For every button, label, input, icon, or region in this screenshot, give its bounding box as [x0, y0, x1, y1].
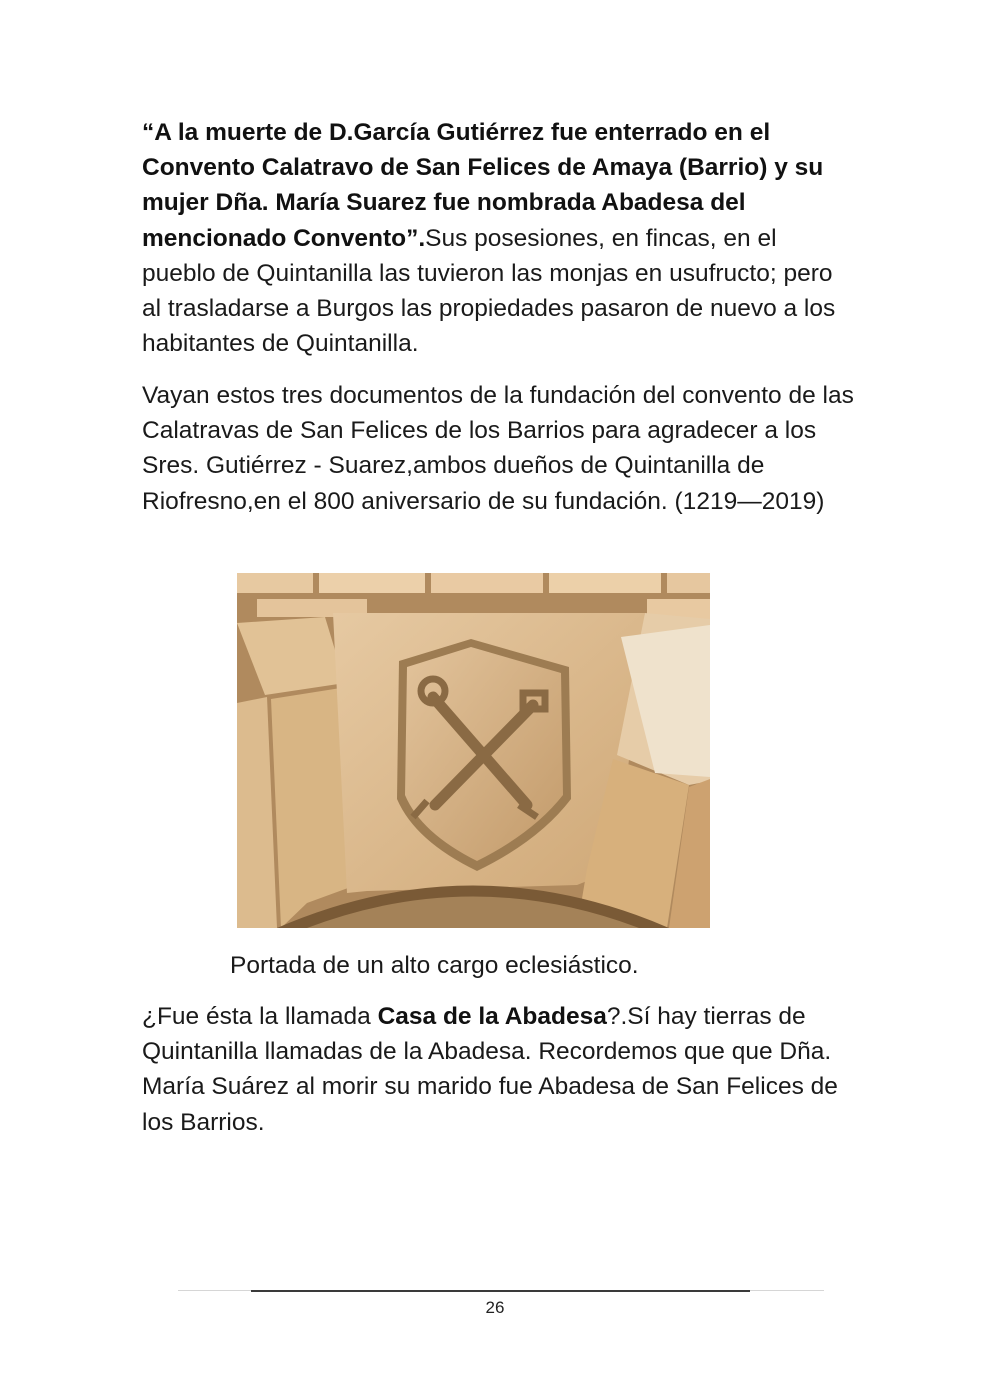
- footer-divider: [251, 1290, 750, 1292]
- paragraph-dedication: [142, 378, 854, 519]
- paragraph-abadesa-quote: [142, 115, 854, 361]
- paragraph-text: Vayan estos tres documentos de la fundación del convento de las Calatravas de San Felices de los Barrios para agradecer a los Sres. Gutiérrez - Suarez,ambos dueños de Quintanilla de Riofresno,en el 800 aniversario de su fundación. (1219—2019): [142, 382, 854, 515]
- bold-quote: “A la muerte de D.García Gutiérrez fue enterrado en el Convento Calatravo de San Felices de Amaya (Barrio) y su mujer Dña. María Suarez fue nombrada Abadesa del mencionado Convento”.: [142, 119, 824, 252]
- paragraph-text: Sus posesiones, en fincas, en el pueblo de Quintanilla las tuvieron las monjas en usufructo; pero al trasladarse a Burgos las propiedades pasaron de nuevo a los habitantes de Quintanilla.: [142, 224, 836, 358]
- paragraph-casa-abadesa: [142, 999, 854, 1140]
- paragraph-text-before: ¿Fue ésta la llamada: [142, 1003, 378, 1030]
- bold-casa-de-la-abadesa: Casa de la Abadesa: [377, 1003, 607, 1030]
- coat-of-arms-photo: [237, 573, 710, 928]
- paragraph-text-after: ?.Sí hay tierras de Quintanilla llamadas de la Abadesa. Recordemos que que Dña. María Suárez al morir su marido fue Abadesa de San Felices de los Barrios.: [142, 1003, 838, 1136]
- page-number: 26: [485, 1298, 505, 1317]
- photo-caption: Portada de un alto cargo eclesiástico.: [230, 952, 639, 979]
